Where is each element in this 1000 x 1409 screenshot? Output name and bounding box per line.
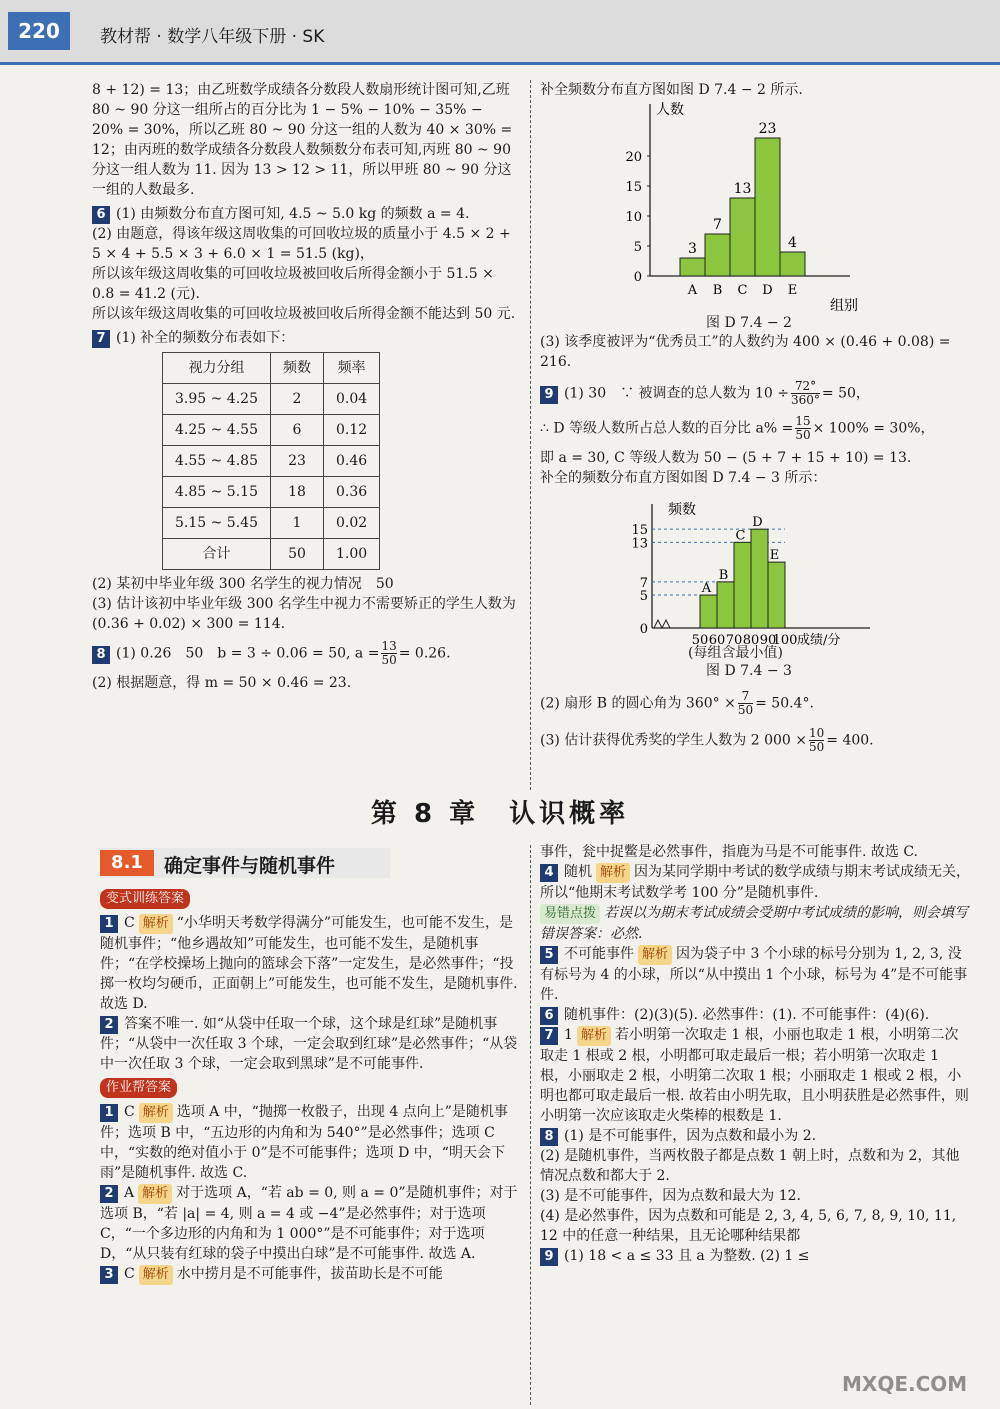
question-number: 8: [540, 1128, 558, 1146]
answer-text: (3) 该季度被评为“优秀员工”的人数约为 400 × (0.46 + 0.08) = 216.: [540, 334, 951, 370]
table-cell: 0.36: [323, 477, 379, 508]
bar-value-label: 23: [758, 121, 777, 137]
y-tick-label: 15: [631, 523, 648, 539]
bar: [700, 595, 717, 628]
table-cell: 0.04: [323, 384, 379, 415]
question-number: 1: [100, 1104, 118, 1122]
x-tick-label: 70: [725, 633, 743, 648]
x-tick-label: 50: [691, 633, 709, 648]
axis-break: [654, 620, 670, 628]
analysis-tag: 解析: [139, 914, 173, 934]
table-cell: 50: [270, 539, 323, 570]
table-cell: 0.12: [323, 415, 379, 446]
table-cell: 4.55 ~ 4.85: [163, 446, 271, 477]
answer-text: 即 a = 30, C 等级人数为 50 − (5 + 7 + 15 + 10) = 13.: [540, 450, 912, 466]
tip-text: 若误以为期末考试成绩会受期中考试成绩的影响，则会填写错误答案：必然.: [540, 905, 969, 942]
answer-text: (3) 估计该初中毕业年级 300 名学生中视力不需要矫正的学生人数为 (0.36 + 0.02) × 300 = 114.: [92, 596, 516, 632]
bar: [780, 252, 805, 276]
answer-text: (2) 是随机事件，当两枚骰子都是点数 1 朝上时，点数和为 2，其他情况点数和都大于 2.: [540, 1148, 960, 1184]
table-cell: 6: [270, 415, 323, 446]
fraction: [791, 380, 820, 407]
histogram-d742: [600, 98, 870, 328]
question-number: 7: [540, 1027, 558, 1045]
analysis-tag: 解析: [577, 1026, 611, 1046]
table-cell: 1: [270, 508, 323, 539]
column-divider: [530, 80, 531, 790]
y-tick-label: 5: [633, 240, 642, 255]
table-cell: 1.00: [323, 539, 379, 570]
answer-choice: 不可能事件: [564, 946, 634, 962]
denominator: 360°: [791, 393, 820, 407]
fraction: [738, 690, 753, 717]
answer-text: (2) 根据题意，得 m = 50 × 0.46 = 23.: [92, 675, 352, 691]
table-cell: 0.46: [323, 446, 379, 477]
answer-text: 若小明第一次取走 1 根，小丽也取走 1 根，小明第二次取走 1 根或 2 根，小明都可取走最后一根；若小明第一次取走 1 根，小丽取走 2 根，小明第二次取 1 根；小丽取走 1 根或 2 根，小明也都可取走最后一根. 故若由小明先取，且小明获胜是必然事件，则小明第一次应该取走火柴棒的根数是 1.: [540, 1027, 969, 1124]
question-number: 4: [540, 864, 558, 882]
answer-text: 选项 A 中，“抛掷一枚骰子，出现 4 点向上”是随机事件；选项 B 中，“五边形的内角和为 540°”是必然事件；选项 C 中，“实数的绝对值小于 0”是不可能事件；选项 D 中，“明天会下雨”是随机事件. 故选 C.: [100, 1104, 508, 1181]
answer-text: 对于选项 A，“若 ab = 0, 则 a = 0”是随机事件；对于选项 B，“若 |a| = 4, 则 a = 4 或 −4”是必然事件；对于选项 C，“一个多边形的内角和为 1 000°”是不可能事件；对于选项 D，“从只装有红球的袋子中摸出白球”是不可能事件. 故选 A.: [100, 1185, 518, 1262]
fraction: [809, 727, 824, 754]
table-cell: 3.95 ~ 4.25: [163, 384, 271, 415]
answer-choice: A: [124, 1185, 135, 1201]
answer-text: (3) 估计获得优秀奖的学生人数为 2 000 ×: [540, 732, 807, 749]
figure-note: (每组含最小值): [688, 645, 783, 661]
answer-choice: 1: [564, 1027, 573, 1043]
answer-text: = 400.: [826, 732, 874, 749]
answer-text: (1) 18 < a ≤ 33 且 a 为整数. (2) 1 ≤: [564, 1248, 810, 1264]
table-header: 频数: [270, 353, 323, 384]
y-tick-label: 10: [625, 210, 642, 225]
right-top-column: [540, 80, 960, 100]
histogram-d743: [630, 500, 880, 660]
answer-text: 随机事件：(2)(3)(5). 必然事件：(1). 不可能事件：(4)(6).: [564, 1007, 930, 1023]
numerator: 15: [795, 414, 811, 428]
bar-category-label: D: [752, 515, 763, 531]
column-divider: [530, 845, 531, 1405]
page-header: [0, 0, 1000, 62]
table-cell: 2: [270, 384, 323, 415]
fraction: [381, 640, 396, 667]
subsection-label: 作业帮答案: [100, 1078, 177, 1098]
answer-text: 因为袋子中 3 个小球的标号分别为 1, 2, 3, 没有标号为 4 的小球，所以“从中摸出 1 个小球，标号为 4”是不可能事件.: [540, 946, 968, 1003]
tip-label: 易错点拨: [540, 904, 600, 924]
category-label: A: [687, 283, 698, 298]
analysis-tag: 解析: [139, 1103, 173, 1123]
bar: [730, 198, 755, 276]
answer-text: (3) 是不可能事件，因为点数和最大为 12.: [540, 1188, 801, 1204]
header-rule: [0, 62, 1000, 65]
answer-text: 补全频数分布直方图如图 D 7.4 − 2 所示.: [540, 82, 803, 98]
left-top-column: [92, 80, 518, 693]
table-cell: 0.02: [323, 508, 379, 539]
bar-value-label: 7: [713, 217, 722, 233]
numerator: 7: [738, 690, 753, 704]
answer-text: (4) 是必然事件，因为点数和可能是 2, 3, 4, 5, 6, 7, 8, 9, 10, 11, 12 中的任意一种结果，且无论哪种结果都: [540, 1208, 957, 1244]
analysis-tag: 解析: [638, 945, 672, 965]
answer-text: 所以该年级这周收集的可回收垃圾被回收后所得金额不能达到 50 元.: [92, 306, 516, 322]
denominator: 50: [381, 653, 397, 667]
numerator: 10: [809, 726, 825, 740]
y-tick-label: 5: [639, 589, 648, 605]
watermark: MXQE.COM: [842, 1372, 968, 1396]
analysis-tag: 解析: [139, 1265, 173, 1285]
chapter-title: 第 8 章 认识概率: [370, 799, 630, 829]
answer-text: = 0.26.: [398, 645, 451, 662]
answer-choice: 随机: [564, 864, 592, 880]
question-number: 7: [92, 330, 110, 348]
question-number: 2: [100, 1185, 118, 1203]
answer-text: = 50.4°.: [755, 695, 814, 712]
numerator: 13: [381, 639, 397, 653]
left-bottom-column: [100, 885, 522, 1285]
book-title: 教材帮 · 数学八年级下册 · SK: [100, 27, 325, 47]
right-mid-column: [540, 332, 960, 488]
bar: [734, 542, 751, 628]
question-number: 6: [540, 1007, 558, 1025]
category-label: E: [787, 283, 798, 298]
category-label: B: [712, 283, 723, 298]
table-header: 频率: [323, 353, 379, 384]
answer-paragraph: 8 + 12) = 13；由乙班数学成绩各分数段人数扇形统计图可知,乙班 80 ~ 90 分这一组所占的百分比为 1 − 5% − 10% − 35% − 20% = 30%，所以乙班 80 ~ 90 分这一组的人数为 40 × 30% = 12；由丙班的数学成绩各分数段人数频数分布表可知,丙班 80 ~ 90 分这一组人数为 11. 因为 13 > 12 > 11，所以甲班 80 ~ 90 分这一组的人数最多.: [92, 82, 513, 198]
answer-choice: C: [124, 1266, 135, 1282]
y-tick-label: 20: [625, 150, 642, 165]
answer-text: 因为某同学期中考试的数学成绩与期末考试成绩无关，所以“他期末考试数学考 100 分”是随机事件.: [540, 864, 971, 901]
y-tick-label: 13: [631, 536, 648, 552]
answer-text: 补全的频数分布直方图如图 D 7.4 − 3 所示：: [540, 470, 827, 486]
bar-value-label: 4: [788, 235, 797, 251]
y-tick-label: 7: [639, 575, 648, 591]
y-axis-label: 人数: [656, 102, 684, 118]
answer-text: ∴ D 等级人数所占总人数的百分比 a% =: [540, 420, 794, 437]
answer-text: 所以该年级这周收集的可回收垃圾被回收后所得金额小于 51.5 × 0.8 = 41.2 (元).: [92, 266, 494, 302]
answer-text: “小华明天考数学得满分”可能发生，也可能不发生，是随机事件；“他乡遇故知”可能发生，也可能不发生，是随机事件；“在学校操场上抛向的篮球会下落”一定发生，是必然事件；“投掷一枚均匀硬币，正面朝上”可能发生，也可能不发生，是随机事件. 故选 D.: [100, 915, 518, 1012]
question-number: 5: [540, 946, 558, 964]
question-number: 9: [540, 386, 558, 404]
numerator: 72°: [791, 380, 820, 394]
answer-text: (1) 0.26 50 b = 3 ÷ 0.06 = 50, a =: [116, 645, 380, 662]
bar: [751, 529, 768, 628]
table-cell: 5.15 ~ 5.45: [163, 508, 271, 539]
denominator: 50: [795, 428, 811, 442]
right-lower-column: [540, 690, 960, 754]
x-axis-label: 成绩/分: [797, 633, 841, 648]
answer-text: (1) 由频数分布直方图可知, 4.5 ~ 5.0 kg 的频数 a = 4.: [116, 206, 470, 222]
answer-choice: C: [124, 1104, 135, 1120]
table-cell: 4.25 ~ 4.55: [163, 415, 271, 446]
answer-text: × 100% = 30%，: [812, 420, 935, 437]
answer-text: (2) 由题意，得该年级这周收集的可回收垃圾的质量小于 4.5 × 2 + 5 × 4 + 5.5 × 3 + 6.0 × 1 = 51.5 (kg)，: [92, 226, 511, 262]
question-number: 1: [100, 915, 118, 933]
category-label: C: [737, 283, 748, 298]
question-number: 9: [540, 1248, 558, 1266]
y-tick-label: 0: [633, 270, 642, 285]
question-number: 6: [92, 206, 110, 224]
right-bottom-column: [540, 842, 970, 1266]
answer-choice: C: [124, 915, 135, 931]
answer-text: (1) 30 ∵ 被调查的总人数为 10 ÷: [564, 385, 789, 402]
question-number: 2: [100, 1016, 118, 1034]
table-header: 视力分组: [163, 353, 271, 384]
question-number: 3: [100, 1266, 118, 1284]
analysis-tag: 解析: [138, 1184, 172, 1204]
x-tick-label: 60: [708, 633, 726, 648]
x-axis-label: 组别: [830, 298, 858, 314]
frequency-table: [162, 352, 380, 570]
answer-text: (1) 是不可能事件，因为点数和最小为 2.: [564, 1128, 817, 1144]
bar: [717, 582, 734, 628]
bar-value-label: 3: [688, 241, 697, 257]
answer-text: (2) 某初中毕业年级 300 名学生的视力情况 50: [92, 576, 394, 592]
answer-text: = 50，: [821, 385, 870, 402]
x-tick-label: 100: [772, 633, 798, 648]
answer-text: 事件，瓮中捉鳖是必然事件，指鹿为马是不可能事件. 故选 C.: [540, 844, 919, 860]
denominator: 50: [737, 703, 754, 717]
table-cell: 23: [270, 446, 323, 477]
table-cell: 4.85 ~ 5.15: [163, 477, 271, 508]
question-number: 8: [92, 646, 110, 664]
bar: [705, 234, 730, 276]
y-tick-label: 0: [639, 622, 648, 637]
y-tick-label: 15: [625, 180, 642, 195]
answer-text: 水中捞月是不可能事件，拔苗助长是不可能: [176, 1266, 443, 1282]
answer-text: 答案不唯一. 如“从袋中任取一个球，这个球是红球”是随机事件；“从袋中一次任取 3 个球，一定会取到红球”是必然事件；“从袋中一次任取 3 个球，一定会取到黑球”是不可能事件.: [100, 1016, 518, 1072]
bar-category-label: E: [769, 548, 780, 564]
bar-category-label: B: [718, 567, 729, 583]
subsection-label: 变式训练答案: [100, 889, 190, 909]
analysis-tag: 解析: [596, 863, 630, 883]
figure-caption: 图 D 7.4 − 3: [706, 663, 792, 679]
bar: [768, 562, 785, 628]
fraction: [795, 415, 810, 442]
table-cell: 合计: [163, 539, 271, 570]
bar: [755, 138, 780, 276]
figure-caption: 图 D 7.4 − 2: [706, 315, 792, 331]
x-tick-label: 80: [742, 633, 760, 648]
section-number: 8.1: [100, 850, 154, 876]
table-cell: 18: [270, 477, 323, 508]
answer-text: (1) 补全的频数分布表如下：: [116, 330, 295, 346]
section-title: 确定事件与随机事件: [164, 855, 336, 877]
category-label: D: [762, 283, 773, 298]
bar-category-label: A: [701, 581, 712, 597]
bar-value-label: 13: [733, 181, 752, 197]
bar: [680, 258, 705, 276]
page-number: 220: [8, 12, 70, 50]
answer-text: (2) 扇形 B 的圆心角为 360° ×: [540, 695, 736, 712]
bar-category-label: C: [735, 528, 746, 544]
y-axis-label: 频数: [668, 502, 696, 518]
x-tick-label: 90: [759, 633, 777, 648]
denominator: 50: [809, 740, 825, 754]
